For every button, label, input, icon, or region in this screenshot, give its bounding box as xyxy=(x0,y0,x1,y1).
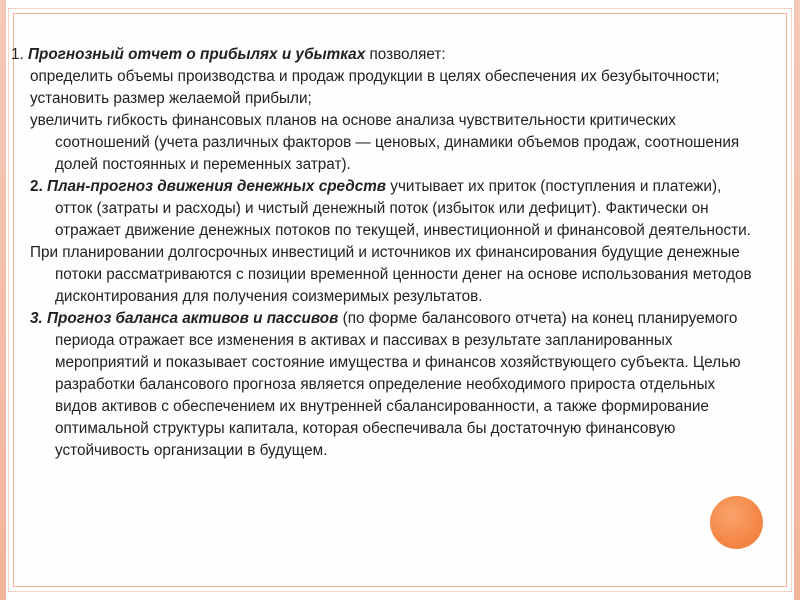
paragraph-4: увеличить гибкость финансовых планов на основе анализа чувствительности критических соотношений (учета различных факторов — ценовых, динамики объемов продаж, соотношения долей постоянных и переменных затрат). xyxy=(30,112,740,173)
paragraph-1-heading: Прогнозный отчет о прибылях и убытках xyxy=(28,46,366,63)
orange-circle-decoration xyxy=(710,496,763,549)
paragraph-5-text: учитывает их приток (поступления и платежи), отток (затраты и расходы) и чистый денежный поток (избыток или дефицит). Фактически он отражает движение денежных потоков по текущей, инвестиционной и финансовой деятельности. xyxy=(55,178,751,239)
paragraph-1 xyxy=(11,44,760,66)
paragraph-7 xyxy=(30,308,760,462)
paragraph-7-text: (по форме балансового отчета) на конец планируемого периода отражает все изменения в активах и пассивах в результате запланированных мероприятий и показывает состояние имущества и финансов хозяйствующего субъекта. Целью разработки балансового прогноза является определение необходимого прироста отдельных видов активов с обеспечением их внутренней сбалансированности, а также формирование оптимальной структуры капитала, которая обеспечивала бы достаточную финансовую устойчивость организации в будущем. xyxy=(55,310,741,459)
paragraph-5-heading: План-прогноз движения денежных средств xyxy=(47,178,387,195)
paragraph-3: установить размер желаемой прибыли; xyxy=(30,90,312,107)
paragraph-5-number: 2. xyxy=(30,178,43,195)
paragraph-2: определить объемы производства и продаж продукции в целях обеспечения их безубыточности; xyxy=(30,68,720,85)
left-decorative-bar xyxy=(0,0,6,600)
paragraph-1-text: позволяет: xyxy=(365,46,446,63)
paragraph-7-heading: Прогноз баланса активов и пассивов xyxy=(47,310,339,327)
slide-content xyxy=(11,44,760,462)
paragraph-1-number: 1. xyxy=(11,46,24,63)
paragraph-5 xyxy=(30,176,760,242)
paragraph-7-number: 3. xyxy=(30,310,43,327)
right-decorative-bar xyxy=(794,0,800,600)
paragraph-6: При планировании долгосрочных инвестиций и источников их финансирования будущие денежные потоки рассматриваются с позиции временной ценности денег на основе использования методов дисконтирования для получения соизмеримых результатов. xyxy=(30,244,752,305)
